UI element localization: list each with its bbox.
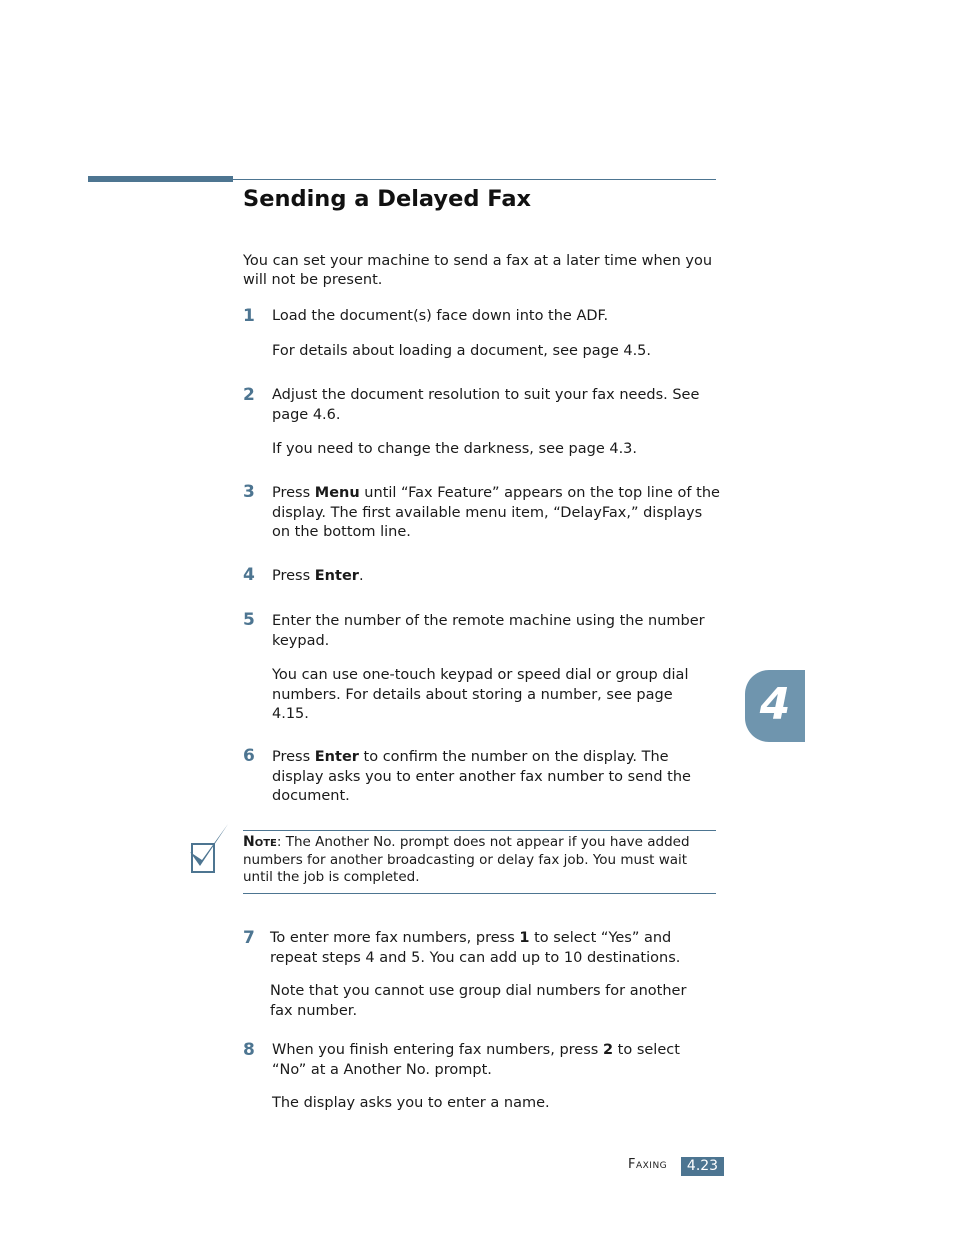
step-text: Adjust the document resolution to suit your fax needs. See page 4.6. bbox=[272, 387, 700, 423]
step-number: 4 bbox=[243, 565, 255, 585]
step-subtext: The display asks you to enter a name. bbox=[272, 1095, 550, 1111]
step-subtext: If you need to change the darkness, see page 4.3. bbox=[272, 441, 638, 457]
header-rule-thin bbox=[233, 179, 716, 180]
header-rule-thick bbox=[88, 176, 233, 182]
bold-key: Menu bbox=[314, 485, 360, 501]
chapter-tab bbox=[745, 670, 805, 742]
step-text: Press Enter to confirm the number on the display. The display asks you to enter another fax number to send the document. bbox=[272, 749, 691, 804]
step-number: 8 bbox=[243, 1040, 255, 1060]
note-text: Note: The Another No. prompt does not appear if you have added numbers for another broadcasting or delay fax job. You must wait until the job is completed. bbox=[243, 834, 690, 885]
chapter-number: 4 bbox=[759, 679, 791, 730]
step-subtext: You can use one-touch keypad or speed dial or group dial numbers. For details about storing a number, see page 4.15. bbox=[272, 667, 689, 722]
step-text: Load the document(s) face down into the ADF. bbox=[272, 308, 609, 324]
intro-paragraph: You can set your machine to send a fax at a later time when you will not be present. bbox=[243, 253, 713, 288]
step-text: Press Enter. bbox=[272, 568, 364, 584]
step-number: 1 bbox=[243, 306, 255, 326]
step-subtext: For details about loading a document, see page 4.5. bbox=[272, 343, 652, 359]
bold-key: 1 bbox=[519, 930, 530, 946]
note-label: Note bbox=[243, 834, 277, 850]
bold-key: 2 bbox=[602, 1042, 614, 1058]
step-number: 5 bbox=[243, 610, 255, 630]
bold-key: Enter bbox=[314, 568, 359, 584]
step-number: 7 bbox=[243, 928, 255, 948]
step-subtext: Note that you cannot use group dial numbers for another fax number. bbox=[270, 983, 687, 1019]
note-bottom-rule bbox=[243, 893, 716, 894]
step-text: Press Menu until “Fax Feature” appears on the top line of the display. The first available menu item, “DelayFax,” displays on the bottom line. bbox=[272, 485, 720, 540]
step-text: Enter the number of the remote machine using the number keypad. bbox=[272, 613, 705, 649]
step-number: 6 bbox=[243, 746, 255, 766]
footer-page-number: 4.23 bbox=[681, 1157, 724, 1176]
bold-key: Enter bbox=[314, 749, 359, 765]
note-top-rule bbox=[243, 830, 716, 831]
step-number: 2 bbox=[243, 385, 255, 405]
step-text: When you finish entering fax numbers, press 2 to select “No” at a Another No. prompt. bbox=[272, 1042, 680, 1078]
page-title: Sending a Delayed Fax bbox=[243, 186, 532, 212]
step-text: To enter more fax numbers, press 1 to select “Yes” and repeat steps 4 and 5. You can add up to 10 destinations. bbox=[270, 930, 681, 966]
checkmark-note-icon bbox=[188, 822, 232, 876]
step-number: 3 bbox=[243, 482, 255, 502]
footer-section-label: Faxing bbox=[628, 1157, 668, 1172]
